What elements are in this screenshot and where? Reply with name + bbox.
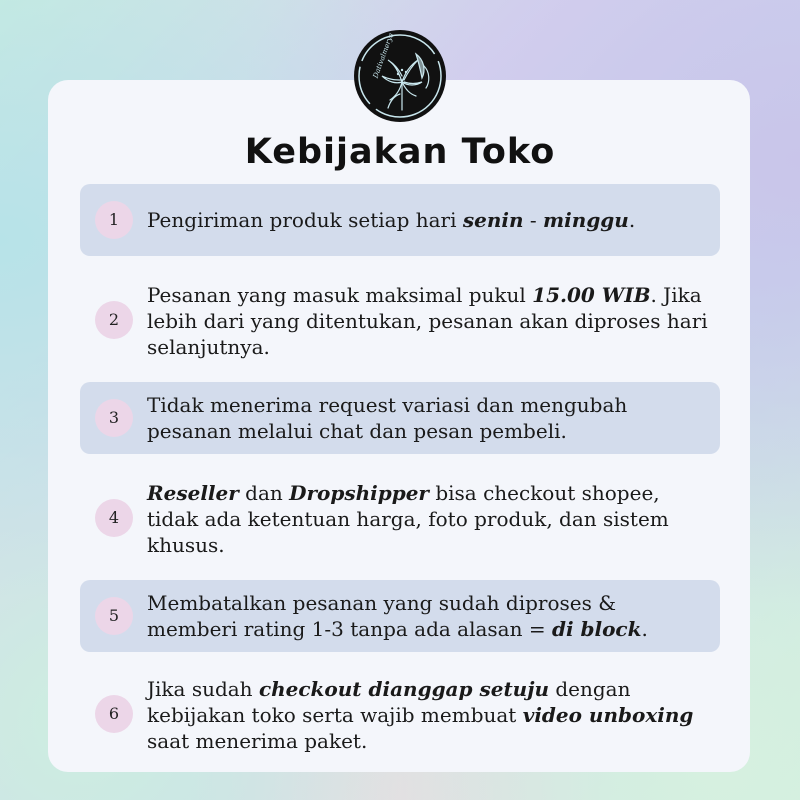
rule-item-3 <box>80 382 720 454</box>
page-title: Kebijakan Toko <box>244 132 556 172</box>
emphasis-text: 15.00 WIB <box>532 283 651 307</box>
rule-text: Pesanan yang masuk maksimal pukul 15.00 WIB. Jika lebih dari yang ditentukan, pesanan akan diproses hari selanjutnya. <box>147 283 708 359</box>
rule-text: Reseller dan Dropshipper bisa checkout shopee, tidak ada ketentuan harga, foto produk, dan sistem khusus. <box>147 481 669 557</box>
rule-number-badge: 5 <box>95 597 133 635</box>
rule-item-2 <box>80 272 720 368</box>
logo-script-text: Dativalmerya <box>371 31 396 80</box>
rule-number-badge: 3 <box>95 399 133 437</box>
lily-flower-logo-icon <box>354 30 446 122</box>
rule-text: Jika sudah checkout dianggap setuju dengan kebijakan toko serta wajib membuat video unboxing saat menerima paket. <box>147 677 694 753</box>
rule-number-badge: 4 <box>95 499 133 537</box>
store-logo <box>354 30 446 122</box>
emphasis-text: checkout dianggap setuju <box>258 677 549 701</box>
rule-item-4 <box>80 470 720 566</box>
rule-item-6 <box>80 668 720 764</box>
emphasis-text: di block <box>551 617 642 641</box>
rule-text: Pengiriman produk setiap hari senin - minggu. <box>147 208 636 232</box>
rule-number-badge: 1 <box>95 201 133 239</box>
rule-item-1 <box>80 184 720 256</box>
rule-number-badge: 6 <box>95 695 133 733</box>
emphasis-text: minggu <box>543 208 629 232</box>
rule-item-5 <box>80 580 720 652</box>
rule-text: Tidak menerima request variasi dan mengubah pesanan melalui chat dan pesan pembeli. <box>147 393 628 443</box>
emphasis-text: video unboxing <box>522 703 694 727</box>
emphasis-text: Dropshipper <box>289 481 429 505</box>
rule-text: Membatalkan pesanan yang sudah diproses & memberi rating 1-3 tanpa ada alasan = di block. <box>147 591 648 641</box>
emphasis-text: senin <box>462 208 524 232</box>
emphasis-text: Reseller <box>147 481 239 505</box>
rule-number-badge: 2 <box>95 301 133 339</box>
